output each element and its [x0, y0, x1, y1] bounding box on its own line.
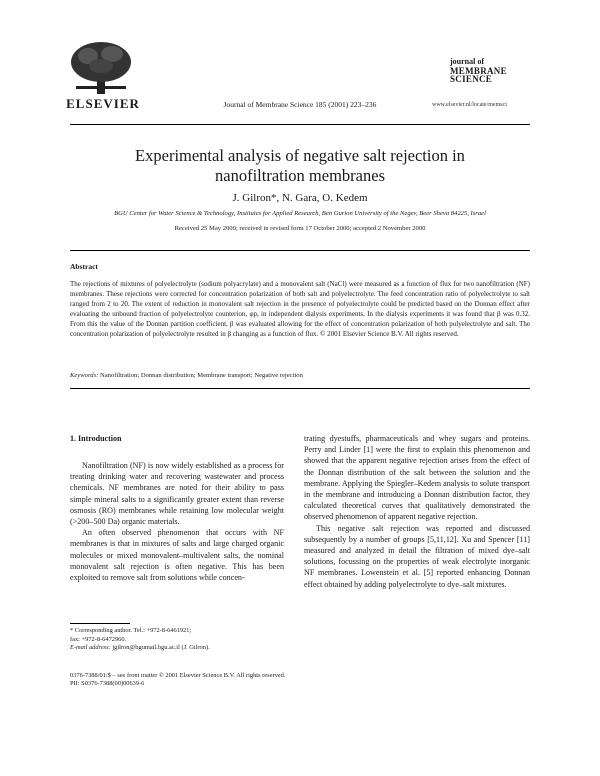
left-paragraph-1: Nanofiltration (NF) is now widely established as a process for treating drinking water and recovering wastewater and process chemicals. NF membranes are noted for their ability to pass simple mineral salts to a significantly greater extent than reverse osmosis (RO) membranes while retaining low molecular weight (>200–500 Da) organic materials.	[70, 461, 284, 527]
left-paragraph-2: An often observed phenomenon that occurs with NF membranes is that in mixtures of salts and large charged organic molecules or mixed monovalent–multivalent salts, the nominal monovalent salt rejection is often negative. This has been exploited to remove salt from solutions while concen-	[70, 528, 284, 583]
keywords-list: Nanofiltration; Donnan distribution; Membrane transport; Negative rejection	[99, 372, 303, 379]
right-paragraph-1: trating dyestuffs, pharmaceuticals and whey sugars and proteins. Perry and Linder [1] were the first to explain this phenomenon and showed that the apparent negative rejection arises from the effect of the Donnan distribution of the salt between the solution and the membrane. Applying the Spiegler–Kedem analysis to solute transport in the membrane and introducing a Donnan distribution factor, they calculated theoretical curves that qualitatively demonstrated the observed phenomenon of apparent negative rejection.	[304, 434, 530, 522]
abstract-heading: Abstract	[70, 262, 98, 271]
footnote-email	[70, 644, 290, 653]
journal-logo	[450, 58, 530, 84]
bottom-matter	[70, 672, 285, 689]
left-column	[70, 460, 284, 583]
title-line1: Experimental analysis of negative salt rejection in	[135, 146, 465, 165]
title-line2: nanofiltration membranes	[215, 166, 385, 185]
journal-logo-line2: MEMBRANE	[450, 65, 507, 76]
email-label: E-mail address:	[70, 644, 111, 652]
abstract-text: The rejections of mixtures of polyelectrolyte (sodium polyacrylate) and a monovalent salt (NaCl) were measured as a function of flux for two nanofiltration (NF) membranes. These rejections were corrected for concentration polarization of both salt and polyelectrolyte. The feed concentration ratio of polyelectrolyte to salt ranged from 2 to 20. The extent of reduction in monovalent salt rejection in the presence of polyelectrolyte could be predicted based on the Donnan effect after evaluating the unbound fraction of polyelectrolyte counterion, φp, in independent dialysis experiments. In the dialysis experiments it was found that β was 0.32. From this the value of the Donnan partition coefficient, β was evaluated allowing for the effect of concentration polarization of both polyelectrolyte and salt. The concentration polarization of polyelectrolyte resulted in β changing as a function of flux. © 2001 Elsevier Science B.V. All rights reserved.	[70, 280, 530, 338]
email-value[interactable]: jgilron@bgumail.bgu.ac.il (J. Gilron).	[112, 644, 210, 652]
footnote	[70, 627, 290, 653]
abstract-top-rule	[70, 250, 530, 251]
affiliation: BGU Center for Water Science & Technology, Institutes for Applied Research, Ben Gurion University of the Negev, Beer Sheva 84225, Israel	[114, 210, 486, 217]
journal-logo-line1: journal of	[450, 57, 484, 66]
journal-reference: Journal of Membrane Science 185 (2001) 223–236	[223, 100, 377, 109]
issn-line: 0376-7388/01/$ – see front matter © 2001 Elsevier Science B.V. All rights reserved.	[70, 672, 286, 679]
keywords	[70, 372, 530, 379]
journal-url[interactable]: www.elsevier.nl/locate/memsci	[432, 102, 507, 108]
section-heading: 1. Introduction	[70, 434, 122, 443]
abstract-bottom-rule	[70, 388, 530, 389]
article-title	[60, 146, 540, 186]
footnote-line1: * Corresponding author. Tel.: +972-8-6461921;	[70, 627, 192, 634]
received-dates: Received 25 May 2000; received in revised form 17 October 2000; accepted 2 November 2000	[174, 225, 426, 232]
pii-line: PII: S0376-7388(00)00639-6	[70, 680, 145, 688]
authors: J. Gilron*, N. Gara, O. Kedem	[232, 192, 368, 204]
keywords-label: Keywords:	[70, 372, 99, 379]
footnote-rule	[70, 623, 130, 624]
header-rule	[70, 124, 530, 125]
journal-logo-line3: SCIENCE	[450, 74, 493, 84]
footnote-line2: fax: +972-8-6472960.	[70, 635, 127, 643]
publisher-name: ELSEVIER	[66, 96, 140, 111]
right-column	[304, 433, 530, 590]
right-paragraph-2: This negative salt rejection was reported and discussed subsequently by a number of groups [5,11,12]. Xu and Spencer [11] measured and analyzed in detail the filtration of mixed dye–salt solutions, focussing on the properties of weak electrolyte inorganic NF membranes. Lowenstein et al. [5] reported enhancing Donnan effect obtained by adding polyelectrolyte to dye–salt mixtures.	[304, 523, 530, 589]
